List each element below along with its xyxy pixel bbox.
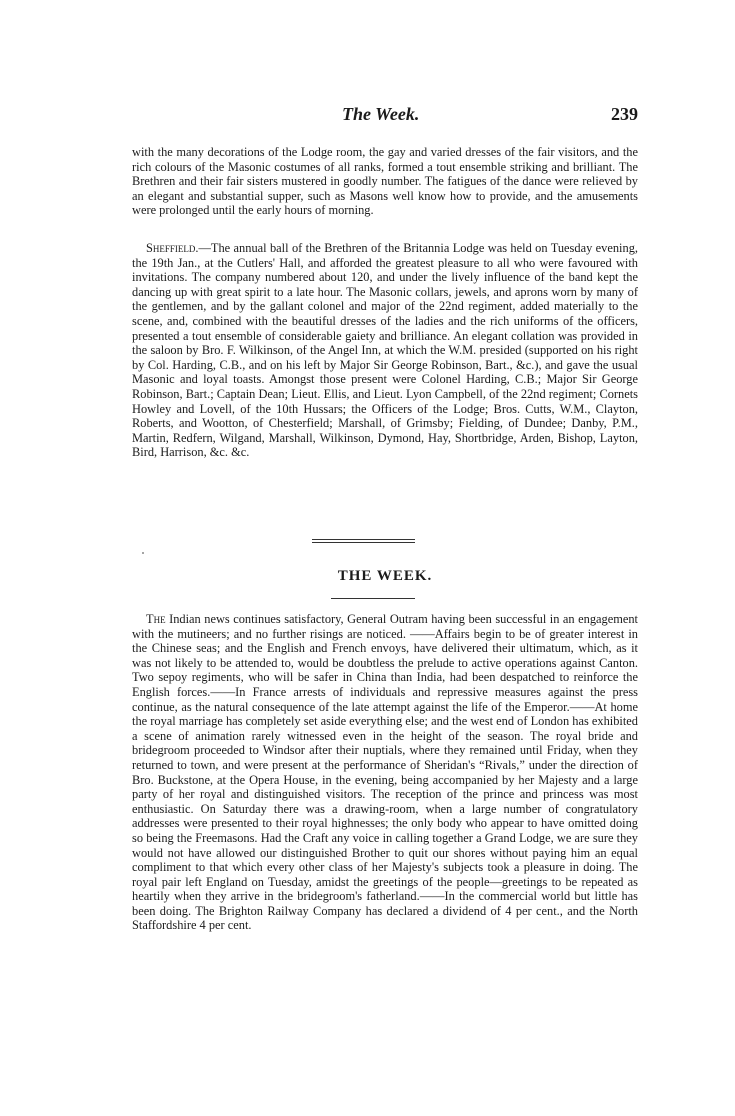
sheffield-lead: Sheffield. xyxy=(146,241,199,255)
page-header xyxy=(132,104,638,128)
week-lead: The xyxy=(146,612,166,626)
page-number: 239 xyxy=(611,104,638,124)
section-title: THE WEEK. xyxy=(337,568,433,584)
running-title: The Week. xyxy=(342,104,420,124)
section-divider-top xyxy=(312,539,415,540)
sheffield-paragraph xyxy=(132,241,638,460)
week-body: Indian news continues satisfactory, General Outram having been successful in an engagement with the mutineers; and no further risings are noticed. ——Affairs begin to be of greater interest in the Chinese seas; and the English and French envoys, have delivered their ultimatum, which, as it was not likely to be attended to, would be doubtless the prelude to active operations against Canton. Two sepoy regiments, who will be safer in China than India, had been despatched to reinforce the English forces.——In France arrests of individuals and repressive measures against the press continue, as the natural consequence of the late attempt against the life of the Emperor.——At home the royal marriage has completely set aside everything else; and the west end of London has exhibited a scene of animation rarely witnessed even in the height of the season. The royal bride and bridegroom proceeded to Windsor after their nuptials, where they remained until Friday, when they returned to town, and were present at the performance of Sheridan's “Rivals,” under the direction of Bro. Buckstone, at the Opera House, in the evening, being accompanied by her Majesty and a large party of her royal and distinguished visitors. The reception of the prince and princess was most enthusiastic. On Saturday there was a drawing-room, when a large number of congratulatory addresses were presented to their royal highnesses; the only body who appear to have omitted doing so being the Freemasons. Had the Craft any voice in calling together a Grand Lodge, we are sure they would not have allowed our distinguished Brother to quit our shores without paying him an equal compliment to that which every other class of her Majesty's subjects took a pleasure in doing. The royal pair left England on Tuesday, amidst the greetings of the people—greetings to be repeated as heartily when they arrive in the bridegroom's fatherland.——In the commercial world but little has been doing. The Brighton Railway Company has declared a dividend of 4 per cent., and the North Staffordshire 4 per cent. xyxy=(132,612,638,933)
title-underline xyxy=(331,598,415,599)
continued-paragraph: with the many decorations of the Lodge room, the gay and varied dresses of the fair visitors, and the rich colours of the Masonic costumes of all ranks, formed a tout ensemble striking and brilliant. The Brethren and their fair sisters mustered in goodly number. The fatigues of the dance were relieved by an elegant and substantial supper, such as Masons well know how to provide, and the amusements were prolonged until the early hours of morning. xyxy=(132,145,638,218)
section-divider-bottom xyxy=(312,542,415,543)
print-speck xyxy=(142,552,144,554)
sheffield-body: —The annual ball of the Brethren of the Britannia Lodge was held on Tuesday evening, the 19th Jan., at the Cutlers' Hall, and afforded the greatest pleasure to all who were favoured with invitations. The company numbered about 120, and under the lively influence of the band kept the dancing up with great spirit to a late hour. The Masonic collars, jewels, and aprons worn by many of the gentlemen, and by the gallant colonel and major of the 22nd regiment, added materially to the scene, and, combined with the beautiful dresses of the ladies and the rich uniforms of the officers, presented a tout ensemble of considerable gaiety and brilliance. An elegant collation was provided in the saloon by Bro. F. Wilkinson, of the Angel Inn, at which the W.M. presided (supported on his right by Col. Harding, C.B., and on his left by Major Sir George Robinson, Bart., &c.), and gave the usual Masonic and loyal toasts. Amongst those present were Colonel Harding, C.B.; Major Sir George Robinson, Bart.; Captain Dean; Lieut. Ellis, and Lieut. Lyon Campbell, of the 22nd regiment; Cornets Howley and Lovell, of the 10th Hussars; the Officers of the Lodge; Bros. Cutts, W.M., Clayton, Roberts, and Wootton, of Chesterfield; Marshall, of Grimsby; Fielding, of Dundee; Danby, P.M., Martin, Redfern, Wilgand, Marshall, Wilkinson, Dymond, Hay, Shortbridge, Arden, Bishop, Layton, Bird, Harrison, &c. &c. xyxy=(132,241,638,460)
week-paragraph xyxy=(132,612,638,933)
